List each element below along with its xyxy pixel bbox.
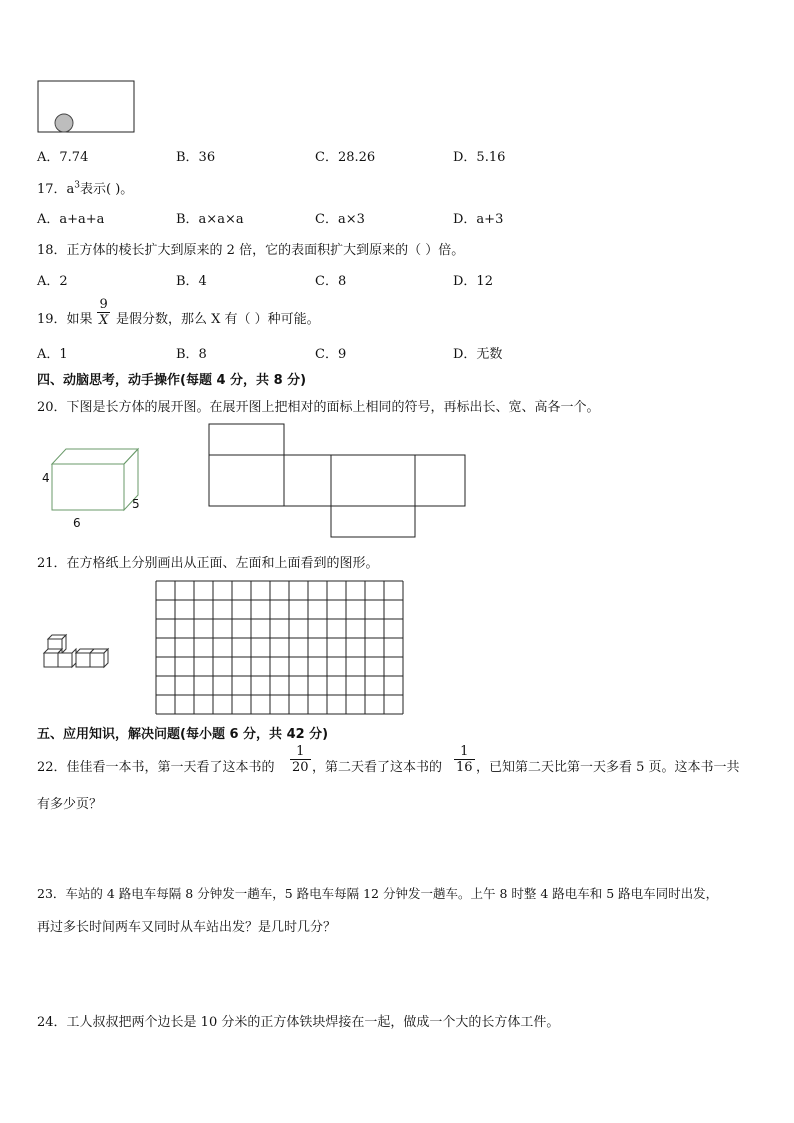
q17-option-b[interactable]: B．a×a×a: [176, 212, 244, 227]
q22-line2: 有多少页？: [37, 797, 103, 812]
q23-line2: 再过多长时间两车又同时从车站出发？是几时几分？: [37, 920, 337, 935]
q19-option-a[interactable]: A．1: [37, 347, 68, 362]
section-5-heading: 五、应用知识，解决问题(每小题 6 分，共 42 分): [37, 727, 329, 742]
q19-option-c[interactable]: C．9: [315, 347, 347, 362]
q21-cubes-figure: [40, 632, 120, 674]
section-4-heading: 四、动脑思考，动手操作(每题 4 分，共 8 分): [37, 373, 307, 388]
q22-part1: 22．佳佳看一本书，第一天看了这本书的: [37, 760, 275, 775]
q22-fraction-2-denominator: 16: [456, 760, 473, 775]
q20-cuboid-figure: [38, 444, 148, 532]
q17-exponent: 3: [74, 180, 81, 191]
q16-figure: [37, 80, 137, 134]
q18-option-b[interactable]: B．4: [176, 274, 207, 289]
q20-net-figure[interactable]: [208, 423, 470, 540]
q19-prefix: 19．如果: [37, 312, 93, 327]
q16-option-b[interactable]: B．36: [176, 150, 216, 165]
cuboid-height-label: 4: [42, 471, 50, 485]
q22-fraction-1-denominator: 20: [292, 760, 309, 775]
q19-option-b[interactable]: B．8: [176, 347, 207, 362]
q18-option-d[interactable]: D．12: [453, 274, 493, 289]
q22-part3: ，已知第二天比第一天多看 5 页。这本书一共: [476, 760, 740, 775]
q16-option-c[interactable]: C．28.26: [315, 150, 376, 165]
q23-line1: 23．车站的 4 路电车每隔 8 分钟发一趟车，5 路电车每隔 12 分钟发一趟车。上午 8 时整 4 路电车和 5 路电车同时出发，: [37, 886, 719, 901]
q19-fraction-numerator: 9: [99, 297, 108, 312]
q22-fraction-1-numerator: 1: [296, 744, 305, 759]
cuboid-length-label: 6: [73, 516, 81, 530]
q17-option-d[interactable]: D．a+3: [453, 212, 504, 227]
q21-grid-paper[interactable]: [155, 580, 405, 717]
q17-prefix: 17．a: [37, 182, 75, 197]
q20-stem: 20．下图是长方体的展开图。在展开图上把相对的面标上相同的符号，再标出长、宽、高各一个。: [37, 400, 600, 415]
q16-option-a[interactable]: A．7.74: [37, 150, 89, 165]
q22-fraction-2: [454, 744, 475, 775]
q22-fraction-1: [290, 744, 311, 775]
q24-stem: 24．工人叔叔把两个边长是 10 分米的正方体铁块焊接在一起，做成一个大的长方体工件。: [37, 1015, 560, 1030]
q22-fraction-2-numerator: 1: [460, 744, 469, 759]
q19-option-d[interactable]: D．无数: [453, 347, 503, 362]
q16-option-d[interactable]: D．5.16: [453, 150, 506, 165]
q18-stem: 18．正方体的棱长扩大到原来的 2 倍，它的表面积扩大到原来的（ ）倍。: [37, 243, 465, 258]
q19-fraction-denominator: X: [99, 313, 109, 328]
q18-option-a[interactable]: A．2: [37, 274, 68, 289]
q17-stem: [37, 178, 133, 197]
q18-option-c[interactable]: C．8: [315, 274, 347, 289]
q21-stem: 21．在方格纸上分别画出从正面、左面和上面看到的图形。: [37, 556, 379, 571]
q19-fraction: [97, 297, 110, 328]
q22-part2: ，第二天看了这本书的: [312, 760, 443, 775]
cuboid-width-label: 5: [132, 497, 140, 511]
q17-option-c[interactable]: C．a×3: [315, 212, 365, 227]
q19-suffix: 是假分数，那么 X 有（ ）种可能。: [116, 312, 320, 327]
q17-option-a[interactable]: A．a+a+a: [37, 212, 105, 227]
q17-suffix: 表示( )。: [80, 182, 134, 197]
circle-shape: [55, 114, 73, 132]
